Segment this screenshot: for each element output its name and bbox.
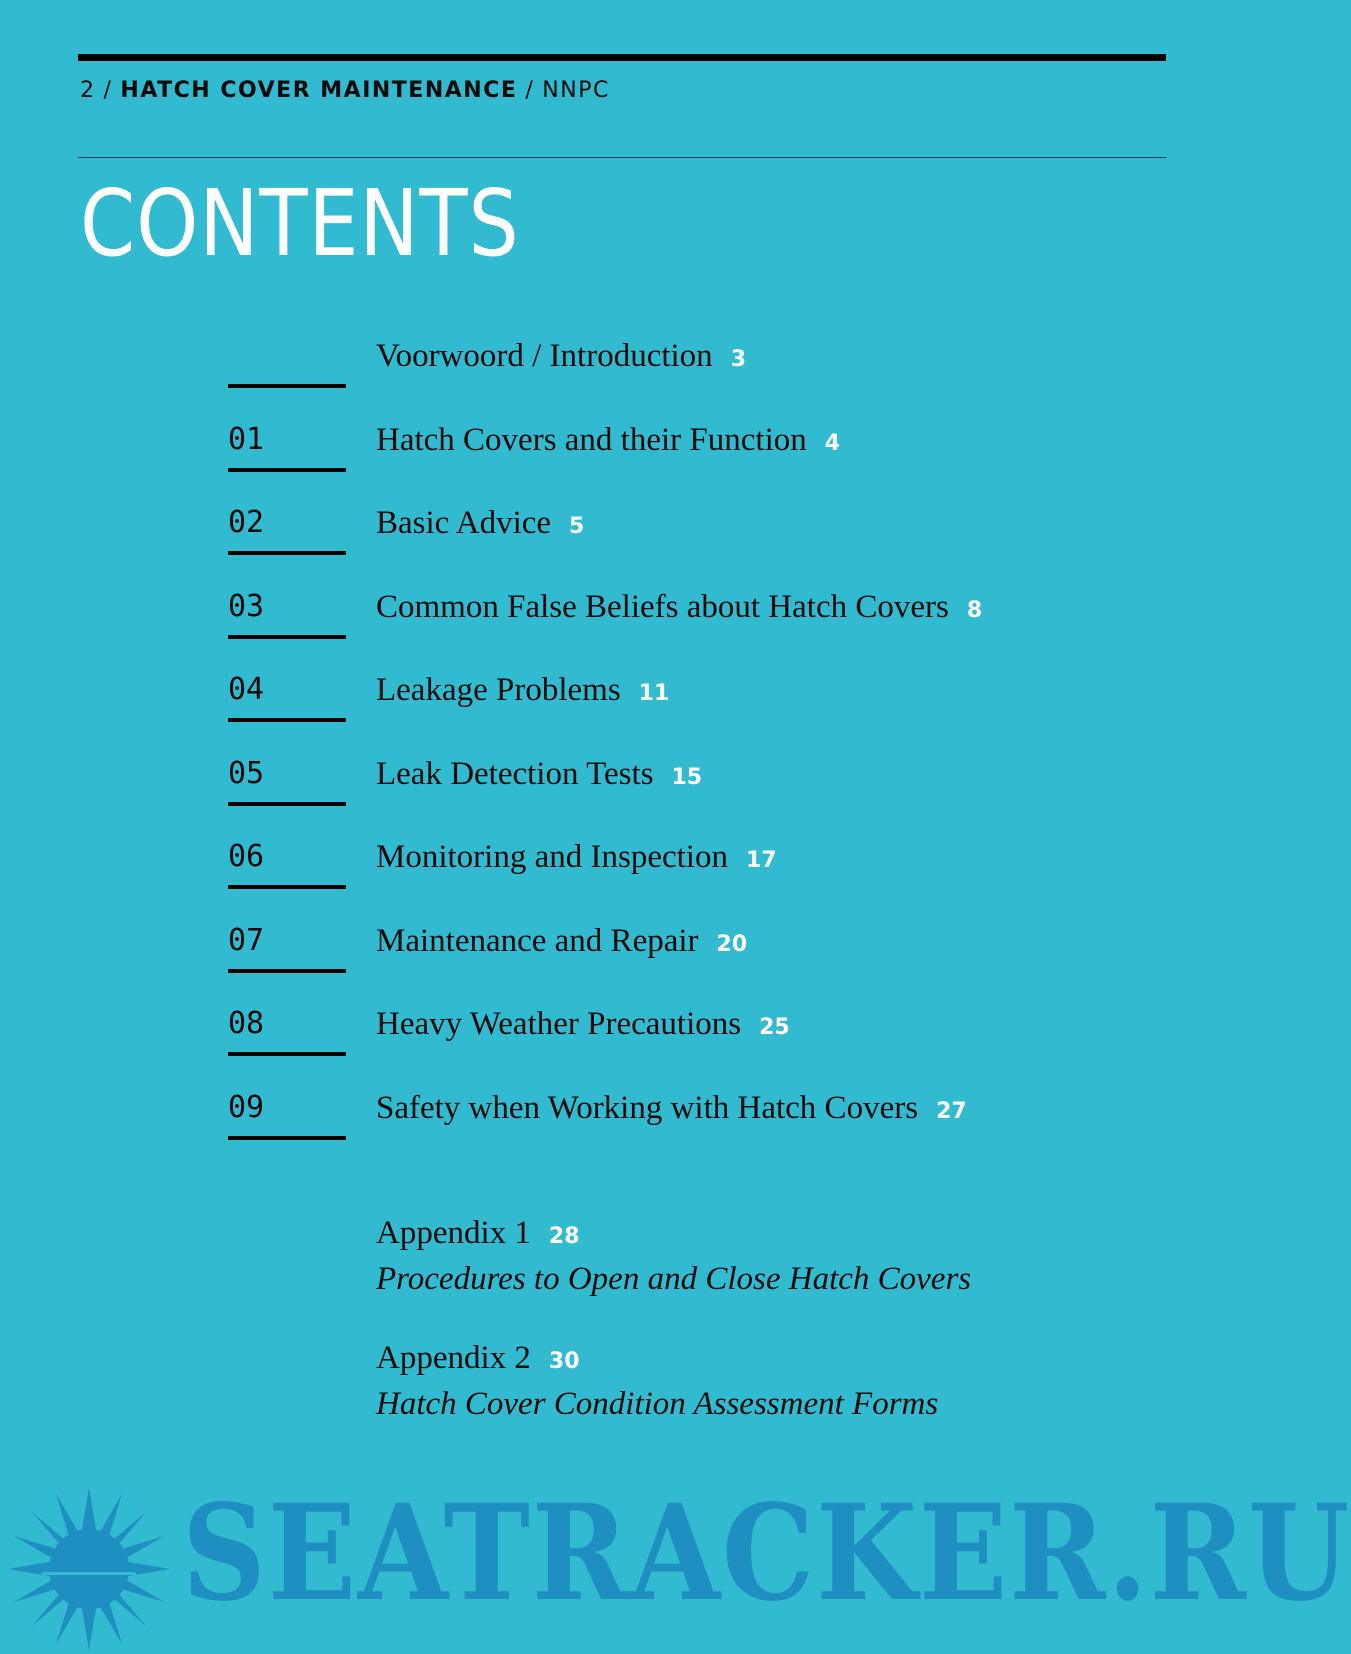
appendix-subtitle: Hatch Cover Condition Assessment Forms: [376, 1386, 939, 1422]
toc-underline: [228, 551, 346, 555]
toc-page-number: 25: [759, 1015, 790, 1040]
toc-page-number: 11: [638, 681, 670, 706]
toc-number: 03: [228, 589, 265, 624]
header-publisher: NNPC: [542, 78, 610, 103]
toc-page-number: 4: [824, 431, 841, 456]
toc-underline: [228, 885, 346, 889]
appendix-page-number: 30: [548, 1349, 580, 1374]
toc-underline: [228, 1136, 346, 1140]
toc-number: 04: [228, 672, 265, 707]
toc-page-number: 27: [936, 1099, 967, 1124]
toc-title-text: Leakage Problems: [376, 672, 621, 708]
toc-page-number: 20: [716, 932, 748, 957]
toc-entry-03[interactable]: [0, 587, 1166, 647]
toc-title: [376, 670, 669, 714]
toc-title: [376, 1088, 967, 1132]
header-separator: /: [103, 78, 113, 103]
toc-page-number: 17: [745, 848, 777, 873]
header-divider: [78, 157, 1166, 158]
appendix-label-line: [376, 1337, 938, 1383]
toc-title: [376, 921, 747, 965]
toc-title-text: Hatch Covers and their Function: [376, 422, 807, 458]
appendix-label-line: [376, 1212, 971, 1258]
toc-number: 09: [228, 1090, 265, 1125]
toc-number: 01: [228, 422, 265, 457]
page-title: CONTENTS: [80, 170, 520, 277]
toc-title: [376, 837, 777, 881]
appendix-label: Appendix 2: [376, 1340, 531, 1376]
toc-underline: [228, 802, 346, 806]
toc-title: [376, 336, 746, 380]
toc-entry-01[interactable]: [0, 420, 1166, 480]
toc-underline: [228, 384, 346, 388]
toc-number: 08: [228, 1006, 265, 1041]
toc-title-text: Leak Detection Tests: [376, 756, 654, 792]
watermark: [0, 1476, 1351, 1654]
toc-entry-02[interactable]: [0, 503, 1166, 563]
toc-underline: [228, 969, 346, 973]
toc-entry-09[interactable]: [0, 1088, 1166, 1148]
toc-entry-04[interactable]: [0, 670, 1166, 730]
toc-page-number: 3: [730, 347, 746, 372]
header-separator-2: /: [525, 78, 535, 103]
toc-title-text: Voorwoord / Introduction: [376, 338, 713, 374]
header-section: HATCH COVER MAINTENANCE: [120, 78, 518, 103]
toc-title-text: Common False Beliefs about Hatch Covers: [376, 589, 949, 625]
toc-entry-introduction[interactable]: [0, 336, 1166, 396]
toc-entry-05[interactable]: [0, 754, 1166, 814]
toc-number: 06: [228, 839, 265, 874]
appendix-page-number: 28: [548, 1224, 580, 1249]
toc-title-text: Basic Advice: [376, 505, 552, 541]
toc-number: 05: [228, 756, 265, 791]
toc-entry-06[interactable]: [0, 837, 1166, 897]
toc-page-number: 15: [671, 765, 703, 790]
appendix-subtitle: Procedures to Open and Close Hatch Covers: [376, 1261, 972, 1297]
appendix-2[interactable]: [376, 1337, 938, 1425]
toc-title-text: Safety when Working with Hatch Covers: [376, 1090, 919, 1126]
toc-underline: [228, 718, 346, 722]
toc-number: 02: [228, 505, 265, 540]
toc-title: [376, 587, 982, 631]
watermark-text: SEATRACKER.RU: [182, 1476, 1351, 1631]
toc-title: [376, 503, 584, 547]
toc-number: 07: [228, 923, 265, 958]
toc-title-text: Maintenance and Repair: [376, 923, 699, 959]
toc-title: [376, 420, 840, 464]
toc-page-number: 8: [966, 598, 983, 623]
toc-underline: [228, 468, 346, 472]
toc-title: [376, 1004, 790, 1048]
toc-title: [376, 754, 702, 798]
top-rule: [78, 54, 1166, 61]
sun-icon: [6, 1486, 172, 1652]
header-page-number: 2: [80, 78, 96, 103]
toc-page-number: 5: [569, 514, 585, 539]
toc-title-text: Heavy Weather Precautions: [376, 1006, 742, 1042]
toc-underline: [228, 635, 346, 639]
toc-underline: [228, 1052, 346, 1056]
appendix-label: Appendix 1: [376, 1215, 531, 1251]
running-header: [80, 78, 610, 103]
toc-entry-08[interactable]: [0, 1004, 1166, 1064]
toc-entry-07[interactable]: [0, 921, 1166, 981]
toc-title-text: Monitoring and Inspection: [376, 839, 728, 875]
appendix-1[interactable]: [376, 1212, 971, 1300]
